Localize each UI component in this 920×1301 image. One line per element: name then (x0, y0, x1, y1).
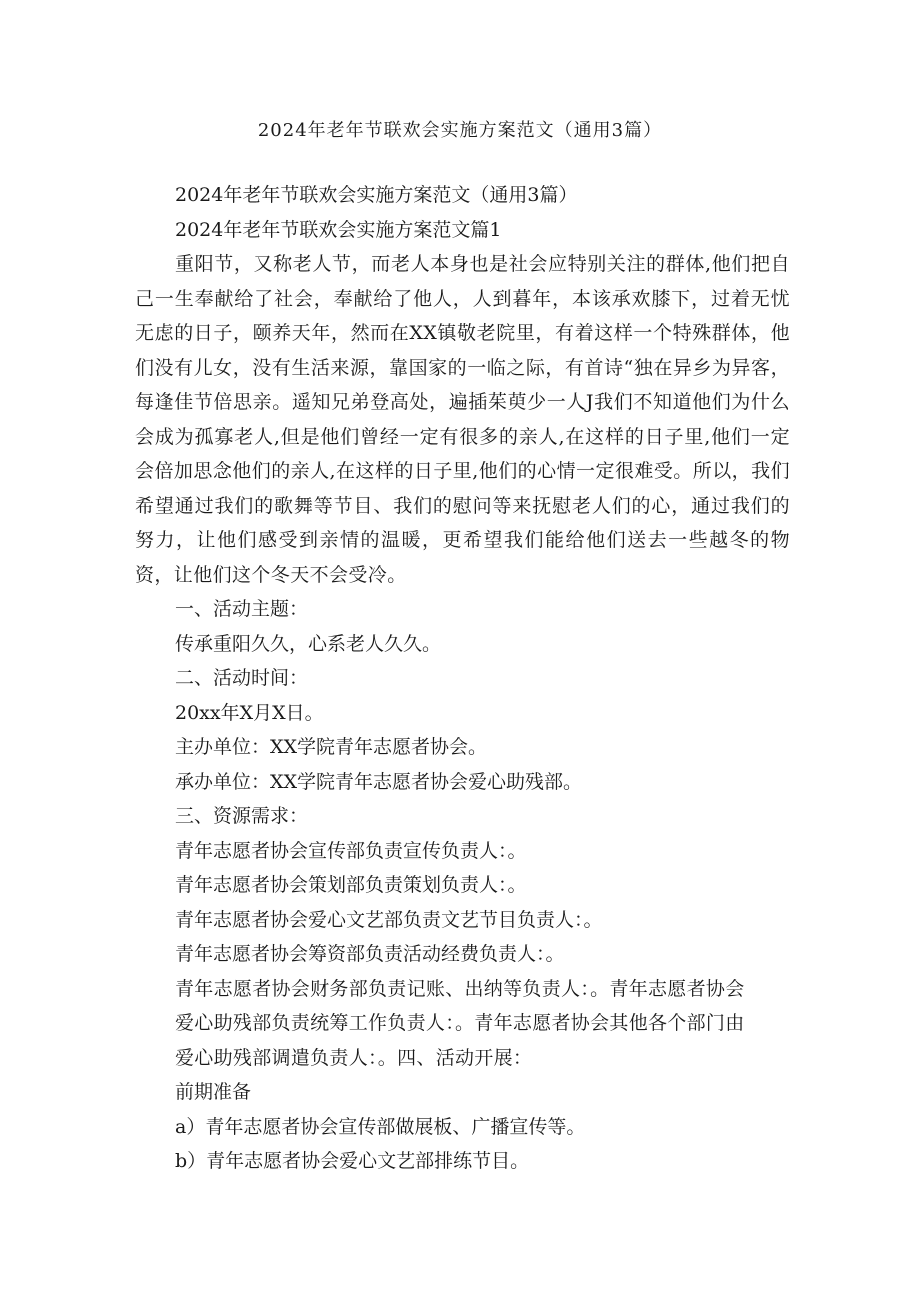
prep-heading: 前期准备 (175, 1081, 252, 1103)
resource-paragraph (135, 972, 790, 1076)
resource-line: 青年志愿者协会爱心文艺部负责文艺节目负责人：。 (175, 908, 603, 931)
time-text: 20xx年X月X日。 (175, 701, 324, 724)
prep-item: b）青年志愿者协会爱心文艺部排练节目。 (175, 1150, 530, 1172)
resource-line: 青年志愿者协会策划部负责策划负责人：。 (175, 874, 527, 896)
theme-text: 传承重阳久久，心系老人久久。 (175, 632, 442, 655)
time-heading: 二、活动时间： (175, 667, 309, 689)
resource-line: 青年志愿者协会筹资部负责活动经费负责人：。 (175, 943, 565, 965)
co-organizer-line: 承办单位：XX学院青年志愿者协会爱心助残部。 (175, 770, 583, 793)
document-title: 2024年老年节联欢会实施方案范文（通用3篇） (257, 120, 663, 141)
resource-paragraph-line: 青年志愿者协会财务部负责记账、出纳等负责人：。青年志愿者协会 (175, 977, 745, 1000)
organizer-line: 主办单位：XX学院青年志愿者协会。 (175, 736, 488, 758)
resource-line: 青年志愿者协会宣传部负责宣传负责人：。 (175, 839, 527, 862)
prep-item: a）青年志愿者协会宣传部做展板、广播宣传等。 (175, 1115, 586, 1138)
resource-paragraph-line: 爱心助残部负责统筹工作负责人：。青年志愿者协会其他各个部门由 (175, 1012, 745, 1034)
theme-heading: 一、活动主题： (175, 598, 309, 620)
resource-paragraph-line: 爱心助残部调遣负责人：。四、活动开展： (175, 1046, 533, 1069)
section-heading: 2024年老年节联欢会实施方案范文篇1 (175, 218, 502, 241)
document-body (135, 178, 790, 1179)
document-subtitle: 2024年老年节联欢会实施方案范文（通用3篇） (175, 184, 578, 206)
intro-paragraph: 重阳节，又称老人节，而老人本身也是社会应特别关注的群体,他们把自己一生奉献给了社会，奉献给了他人，人到暮年，本该承欢膝下，过着无忧无虑的日子，颐养天年，然而在XX镇敬老院里，有着这样一个特殊群体，他们没有儿女，没有生活来源，靠国家的一临之际，有首诗“独在异乡为异客，每逢佳节倍思亲。遥知兄弟登高处，遍插茱萸少一人J我们不知道他们为什么会成为孤寡老人,但是他们曾经一定有很多的亲人,在这样的日子里,他们一定会倍加思念他们的亲人,在这样的日子里,他们的心情一定很难受。所以，我们希望通过我们的歌舞等节目、我们的慰问等来抚慰老人们的心，通过我们的努力，让他们感受到亲情的温暖，更希望我们能给他们送去一些越冬的物资，让他们这个冬天不会受冷。 (135, 253, 790, 586)
resources-heading: 三、资源需求： (175, 805, 309, 827)
